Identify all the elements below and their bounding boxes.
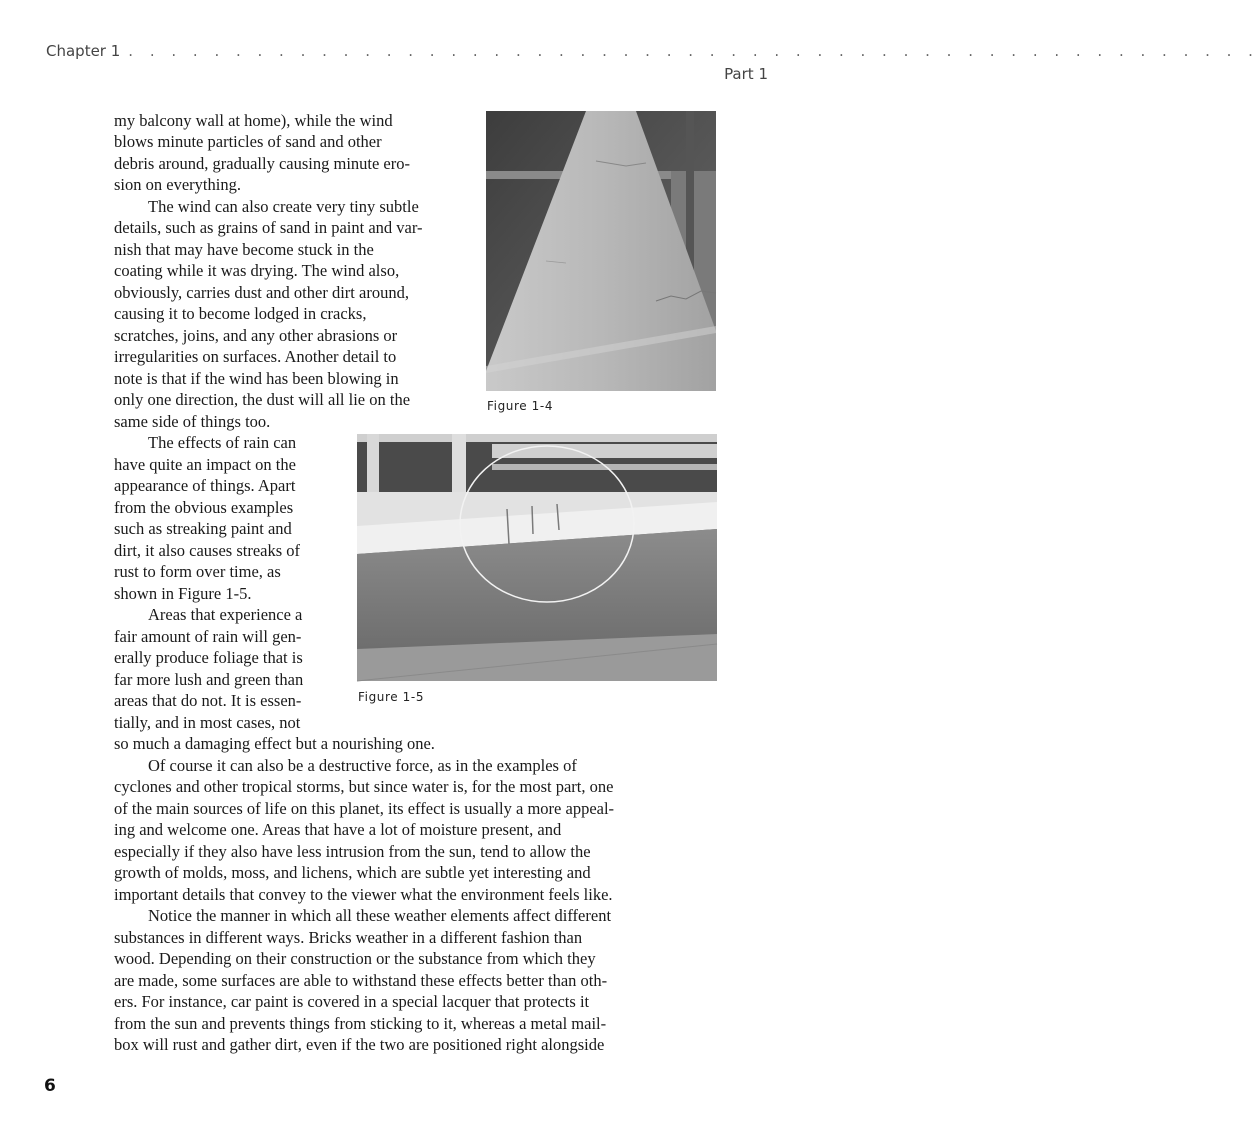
body-line: Of course it can also be a destructive force, as in the examples of [148,755,577,775]
body-line: blows minute particles of sand and other [114,132,382,151]
body-line: Notice the manner in which all these weather elements affect different [148,906,612,925]
body-line: areas that do not. It is essen- [114,691,302,710]
body-line: sion on everything. [114,175,241,194]
body-line: wood. Depending on their construction or the substance from which they [114,949,596,968]
body-line: growth of molds, moss, and lichens, which are subtle yet interesting and [114,863,591,882]
body-line: box will rust and gather dirt, even if the two are positioned right alongside [114,1035,605,1054]
body-line: only one direction, the dust will all lie on the [114,390,411,409]
body-line: important details that convey to the viewer what the environment feels like. [114,884,613,904]
body-line: note is that if the wind has been blowing in [114,368,399,388]
body-line: same side of things too. [114,411,271,431]
figure-1-5-photo [357,434,717,681]
body-line: details, such as grains of sand in paint and var- [114,218,423,237]
leader-dots: . . . . . . . . . . . . . . . . . . . . . . . . . . . . . . . . . . . . . . . . . . . . . . . . . . . . . [128,42,1259,60]
figure-1-4-photo [486,111,716,391]
body-line: my balcony wall at home), while the wind [114,111,393,130]
body-line: from the obvious examples [114,497,294,517]
body-line: appearance of things. Apart [114,476,296,495]
running-header-chapter [46,42,1259,60]
body-line: are made, some surfaces are able to withstand these effects better than oth- [114,970,608,990]
body-line: ing and welcome one. Areas that have a lot of moisture present, and [114,820,562,839]
body-line: shown in Figure 1-5. [114,583,252,603]
body-line: especially if they also have less intrusion from the sun, tend to allow the [114,841,591,861]
body-line: nish that may have become stuck in the [114,239,374,259]
chapter-label: Chapter 1 [46,42,121,60]
body-line: obviously, carries dust and other dirt around, [114,282,409,302]
body-line: scratches, joins, and any other abrasions or [114,325,398,345]
body-line: far more lush and green than [114,669,304,689]
body-line: irregularities on surfaces. Another detail to [114,347,397,366]
body-line: such as streaking paint and [114,519,292,538]
figure-1-5-caption: Figure 1-5 [358,690,425,704]
body-line: from the sun and prevents things from sticking to it, whereas a metal mail- [114,1013,607,1033]
body-line: causing it to become lodged in cracks, [114,304,367,323]
body-line: dirt, it also causes streaks of [114,540,301,560]
body-line: fair amount of rain will gen- [114,626,302,646]
body-line: rust to form over time, as [114,562,281,581]
page-number: 6 [44,1076,56,1096]
body-line: coating while it was drying. The wind also, [114,261,400,280]
body-line: ers. For instance, car paint is covered in a special lacquer that protects it [114,992,590,1011]
body-line: of the main sources of life on this planet, its effect is usually a more appeal- [114,798,615,818]
body-line: have quite an impact on the [114,454,296,474]
body-line: erally produce foliage that is [114,648,303,667]
body-line: so much a damaging effect but a nourishing one. [114,734,435,753]
running-header-part: Part 1 [724,65,768,83]
body-line: cyclones and other tropical storms, but since water is, for the most part, one [114,777,614,796]
body-line: The wind can also create very tiny subtle [148,196,419,216]
body-line: tially, and in most cases, not [114,712,301,732]
figure-1-4-caption: Figure 1-4 [487,399,554,413]
body-line: debris around, gradually causing minute ero- [114,153,410,173]
body-line: The effects of rain can [148,433,297,452]
body-line: substances in different ways. Bricks weather in a different fashion than [114,927,583,947]
body-line: Areas that experience a [148,605,303,624]
